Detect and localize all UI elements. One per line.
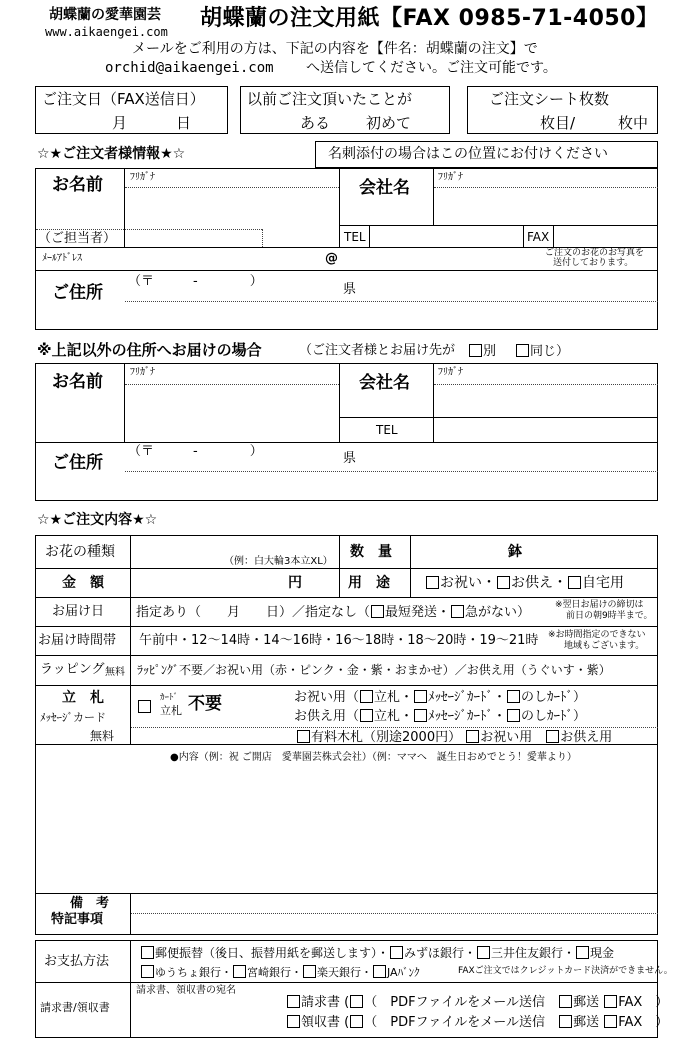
postal-transfer-checkbox[interactable] xyxy=(141,946,154,959)
receipt-label: 領収書 xyxy=(301,1015,341,1030)
same-label: 同じ） xyxy=(530,344,570,359)
home-use-checkbox[interactable] xyxy=(568,576,581,589)
sheet-number: 枚目/ xyxy=(540,114,576,132)
orderer-company-furigana: ﾌﾘｶﾞﾅ xyxy=(438,172,463,183)
wrapping-free: 無料 xyxy=(105,667,125,678)
addressee-label: 請求書、領収書の宛名 xyxy=(136,985,236,996)
invoice-mail-label: 郵送 xyxy=(573,995,600,1010)
tag-label: 立 札 xyxy=(62,690,104,706)
receipt-mail-checkbox[interactable] xyxy=(559,1015,572,1028)
order-date-label: ご注文日（FAX送信日） xyxy=(42,90,205,108)
celebration-label: お祝い・ xyxy=(440,575,496,591)
celebration-msgcard-checkbox[interactable] xyxy=(414,690,427,703)
delivery-tel-label: TEL xyxy=(376,423,398,437)
delivery-furigana: ﾌﾘｶﾞﾅ xyxy=(130,367,155,378)
time-note-1: ※お時間指定のできない xyxy=(548,630,646,640)
sheet-total: 枚中 xyxy=(618,114,649,132)
photo-note-2: 送付しております。 xyxy=(553,258,634,268)
invoice-pdf-label: （ PDFファイルをメール送信 xyxy=(364,995,546,1010)
invoice-fax-checkbox[interactable] xyxy=(604,995,617,1008)
photo-note-1: ご注文のお花のお写真を xyxy=(545,248,645,258)
celebration-for-label: お祝い用（ xyxy=(294,690,360,705)
tag-small: 立札 xyxy=(160,704,182,717)
miyazaki-checkbox[interactable] xyxy=(233,965,246,978)
price-label: 金 額 xyxy=(62,575,104,591)
offering-tag-checkbox[interactable] xyxy=(360,709,373,722)
yucho-checkbox[interactable] xyxy=(141,965,154,978)
receipt-fax-label: FAX ） xyxy=(618,1015,669,1030)
day-label: 日 xyxy=(176,114,192,132)
quantity-label: 数 量 xyxy=(350,544,392,560)
use-label: 用 途 xyxy=(348,575,390,591)
billing-label: 請求書/領収書 xyxy=(40,1001,110,1014)
flower-example: （例：白大輪3本立XL） xyxy=(224,556,333,567)
paid-celebration-label: お祝い用 xyxy=(480,730,533,745)
content-example: ●内容（例：祝 ご開店 愛華園芸株式会社）（例：ママへ 誕生日おめでとう！愛華より） xyxy=(170,752,577,763)
email-note-2: へ送信してください。ご注文可能です。 xyxy=(306,60,557,76)
delivery-prefecture: 県 xyxy=(343,451,357,466)
time-note-2: 地域もございます。 xyxy=(564,641,645,651)
tag-option-label-2: 立札・ xyxy=(374,709,414,724)
previous-order-label: 以前ご注文頂いたことが xyxy=(247,90,413,108)
delivery-postal[interactable]: （〒 - ） xyxy=(128,444,263,459)
msgcard-option-label: ﾒｯｾｰｼﾞｶｰﾄﾞ・ xyxy=(428,690,507,705)
remarks-label: 備 考 xyxy=(70,896,110,911)
orderer-postal[interactable]: （〒 - ） xyxy=(128,274,263,289)
receipt-fax-checkbox[interactable] xyxy=(604,1015,617,1028)
home-use-label: 自宅用 xyxy=(582,575,624,591)
paid-tag-label: 有料木札（別途2000円） xyxy=(311,730,462,745)
email-address[interactable]: orchid@aikaengei.com xyxy=(105,60,274,76)
receipt-mail-label: 郵送 xyxy=(573,1015,600,1030)
card-small: ｶｰﾄﾞ xyxy=(160,693,179,703)
earliest-label: 最短発送 xyxy=(385,605,438,620)
receipt-checkbox[interactable] xyxy=(287,1015,300,1028)
invoice-pdf-checkbox[interactable] xyxy=(350,995,363,1008)
celebration-noshi-checkbox[interactable] xyxy=(507,690,520,703)
contact-person-label: （ご担当者） xyxy=(38,231,117,246)
orderer-furigana: ﾌﾘｶﾞﾅ xyxy=(130,172,155,183)
not-urgent-label: 急がない） xyxy=(465,605,531,620)
separate-checkbox[interactable] xyxy=(469,344,482,357)
delivery-company-furigana: ﾌﾘｶﾞﾅ xyxy=(438,367,463,378)
not-needed-checkbox[interactable] xyxy=(138,700,151,713)
invoice-label: 請求書 xyxy=(301,995,341,1010)
invoice-checkbox[interactable] xyxy=(287,995,300,1008)
earliest-checkbox[interactable] xyxy=(371,605,384,618)
time-slots[interactable]: 午前中・12～14時・14～16時・16～18時・18～20時・19～21時 xyxy=(139,633,539,648)
receipt-row[interactable]: 領収書 ( （ PDFファイルをメール送信 郵送 FAX ） xyxy=(286,1015,668,1029)
orderer-fax-label: FAX xyxy=(527,230,550,244)
orderer-address-label: ご住所 xyxy=(52,283,103,303)
rakuten-checkbox[interactable] xyxy=(303,965,316,978)
offering-label: お供え・ xyxy=(511,575,567,591)
receipt-pdf-label: （ PDFファイルをメール送信 xyxy=(364,1015,546,1030)
offering-msgcard-checkbox[interactable] xyxy=(414,709,427,722)
invoice-mail-checkbox[interactable] xyxy=(559,995,572,1008)
yucho-label: ゆうちょ銀行・ xyxy=(155,966,232,979)
not-urgent-checkbox[interactable] xyxy=(451,605,464,618)
celebration-tag-checkbox[interactable] xyxy=(360,690,373,703)
delivery-heading: ※上記以外の住所へお届けの場合 xyxy=(37,341,262,359)
noshi-option-label: のしｶｰﾄﾞ） xyxy=(521,690,587,705)
delivery-company-label: 会社名 xyxy=(359,373,410,393)
message-card-label: ﾒｯｾｰｼﾞカード xyxy=(40,711,106,724)
company-name: 胡蝶蘭の愛華園芸 xyxy=(49,7,161,23)
wrapping-label: ラッピング xyxy=(40,662,105,677)
paid-tag-checkbox[interactable] xyxy=(297,730,310,743)
date-note-2: 前日の朝9時半まで。 xyxy=(566,611,653,621)
payment-options-row2[interactable] xyxy=(140,965,420,978)
paid-offering-checkbox[interactable] xyxy=(546,730,559,743)
smbc-label: 三井住友銀行・ xyxy=(491,946,576,960)
offering-for-label: お供え用（ xyxy=(294,709,360,724)
use-options[interactable] xyxy=(425,576,624,590)
noshi-option-label-2: のしｶｰﾄﾞ） xyxy=(521,709,587,724)
delivery-name-label: お名前 xyxy=(52,372,103,392)
time-slot-label: お届け時間帯 xyxy=(38,633,117,648)
delivery-subnote: （ご注文者様とお届け先が xyxy=(299,343,456,358)
delivery-date-label: お届け日 xyxy=(52,604,105,619)
date-specified: 指定あり（ 月 日）／指定なし（ xyxy=(136,605,371,620)
paid-offering-label: お供え用 xyxy=(560,730,613,745)
delivery-separate-option[interactable] xyxy=(468,344,496,358)
cash-checkbox[interactable] xyxy=(576,946,589,959)
wrapping-options[interactable]: ﾗｯﾋﾟﾝｸﾞ不要／お祝い用（赤・ピンク・金・紫・おまかせ）／お供え用（うぐいす・紫） xyxy=(137,663,611,677)
invoice-row[interactable]: 請求書 ( （ PDFファイルをメール送信 郵送 FAX ） xyxy=(286,995,668,1009)
mizuho-label: みずほ銀行・ xyxy=(404,946,477,960)
order-heading: ☆★ご注文内容★☆ xyxy=(37,512,158,528)
free-label: 無料 xyxy=(90,729,115,743)
paid-tag-options[interactable] xyxy=(296,730,612,744)
offering-checkbox[interactable] xyxy=(497,576,510,589)
not-needed-label: 不要 xyxy=(188,694,222,714)
postal-transfer-label: 郵便振替（後日、振替用紙を郵送します）・ xyxy=(155,946,390,960)
delivery-same-option[interactable] xyxy=(515,344,569,358)
mizuho-checkbox[interactable] xyxy=(390,946,403,959)
miyazaki-label: 宮崎銀行・ xyxy=(247,966,302,979)
option-first[interactable]: 初めて xyxy=(366,114,412,132)
sheet-count-label: ご注文シート枚数 xyxy=(489,90,610,108)
date-options[interactable]: 指定あり（ 月 日）／指定なし（ 最短発送・ 急がない） xyxy=(136,605,531,620)
tag-option-label: 立札・ xyxy=(374,690,414,705)
payment-options-row1[interactable] xyxy=(140,946,614,959)
delivery-address-label: ご住所 xyxy=(52,453,103,473)
flower-type-label: お花の種類 xyxy=(45,544,115,560)
invoice-fax-label: FAX ） xyxy=(618,995,669,1010)
payment-method-label: お支払方法 xyxy=(44,954,110,969)
receipt-pdf-checkbox[interactable] xyxy=(350,1015,363,1028)
ja-bank-checkbox[interactable] xyxy=(373,965,386,978)
same-checkbox[interactable] xyxy=(516,344,529,357)
email-label: ﾒｰﾙｱﾄﾞﾚｽ xyxy=(42,253,82,264)
email-note: メールをご利用の方は、下記の内容を【件名：胡蝶蘭の注文】で xyxy=(132,41,538,57)
month-label: 月 xyxy=(112,114,128,132)
at-mark: @ xyxy=(325,251,338,266)
msgcard-option-label-2: ﾒｯｾｰｼﾞｶｰﾄﾞ・ xyxy=(428,709,507,724)
rakuten-label: 楽天銀行・ xyxy=(317,966,372,979)
celebration-checkbox[interactable] xyxy=(426,576,439,589)
orderer-heading: ☆★ご注文者様情報★☆ xyxy=(37,146,186,162)
page-title: 胡蝶蘭の注文用紙【FAX 0985-71-4050】 xyxy=(200,6,659,31)
orderer-prefecture: 県 xyxy=(343,282,357,297)
yen-unit: 円 xyxy=(288,575,302,591)
orderer-tel-label: TEL xyxy=(344,230,366,244)
offering-tag-options[interactable] xyxy=(294,709,586,723)
option-yes[interactable]: ある xyxy=(300,114,331,132)
separate-label: 別 xyxy=(483,344,497,359)
credit-card-note: FAXご注文ではクレジットカード決済ができません。 xyxy=(458,966,673,976)
pot-unit: 鉢 xyxy=(508,544,522,560)
smbc-checkbox[interactable] xyxy=(477,946,490,959)
business-card-note: 名刺添付の場合はこの位置にお付けください xyxy=(328,146,608,162)
orderer-company-label: 会社名 xyxy=(359,178,410,198)
cash-label: 現金 xyxy=(590,946,615,960)
paid-celebration-checkbox[interactable] xyxy=(466,730,479,743)
celebration-tag-options[interactable] xyxy=(294,690,586,704)
website[interactable]: www.aikaengei.com xyxy=(45,25,168,39)
orderer-name-label: お名前 xyxy=(52,175,103,195)
special-notes-label: 特記事項 xyxy=(51,912,104,927)
ja-bank-label: JAﾊﾞﾝｸ xyxy=(387,966,420,979)
date-note-1: ※翌日お届けの締切は xyxy=(555,600,644,610)
offering-noshi-checkbox[interactable] xyxy=(507,709,520,722)
